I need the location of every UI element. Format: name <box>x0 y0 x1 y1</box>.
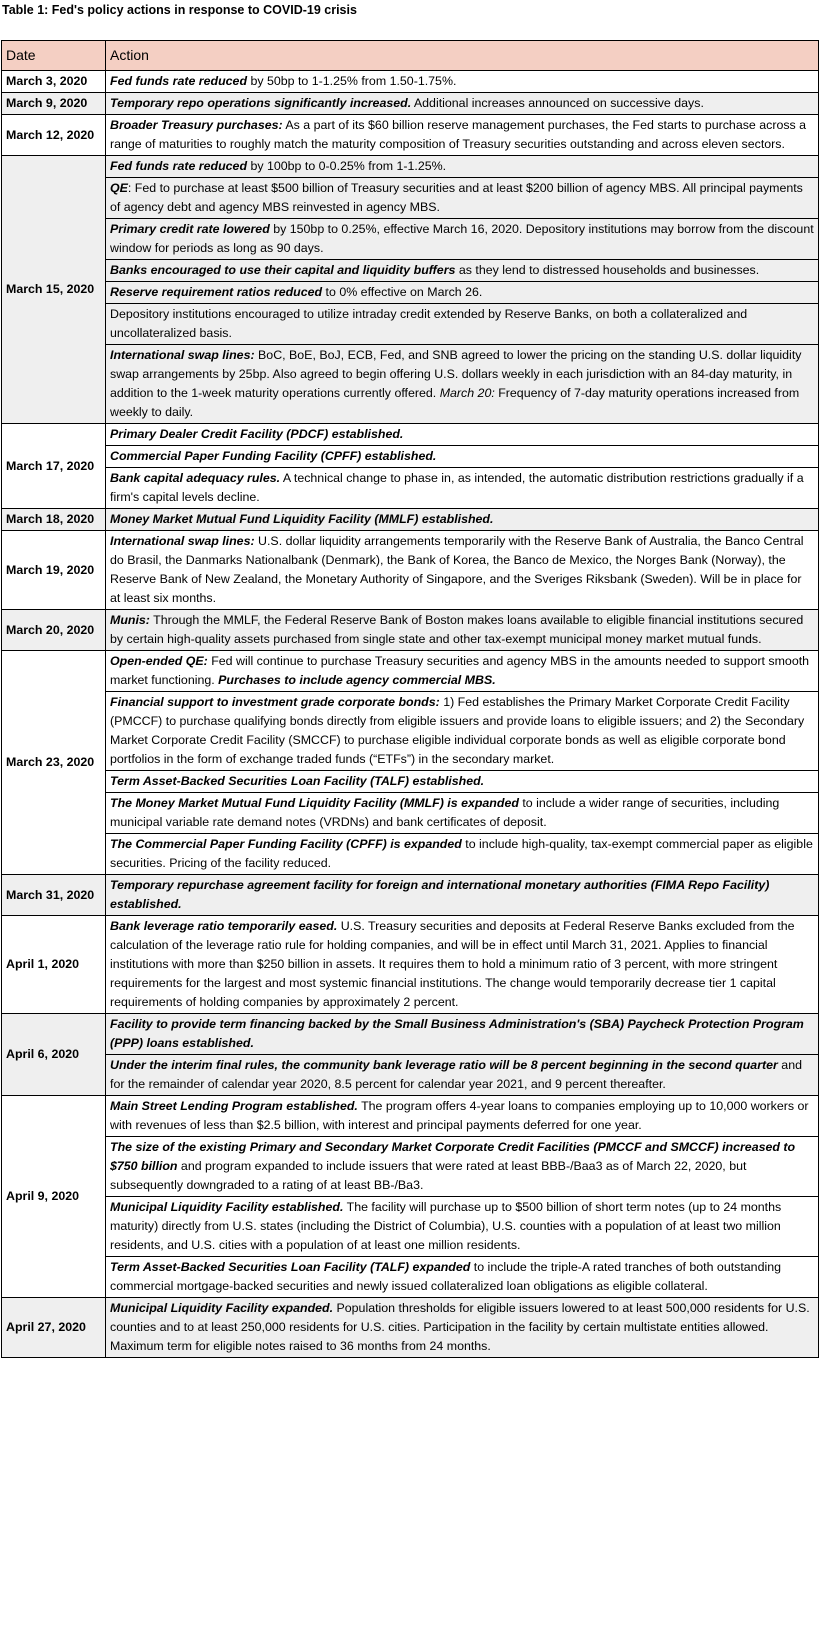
action-body-text: BoC, BoE, BoJ, ECB, Fed, and SNB agreed to lower the pricing on the standing U.S. dollar liquidity swap arrangements by 25bp. Also agreed to begin offering U.S. dollars weekly in each jurisdiction with an 84-day maturity, in addition to the 1-week maturity operations currently offered. <box>110 348 802 400</box>
action-body-text: Frequency of 7-day maturity operations increased from weekly to daily. <box>110 386 800 419</box>
date-cell: March 31, 2020 <box>2 875 106 916</box>
action-cell <box>106 345 819 424</box>
action-body-text: to 0% effective on March 26. <box>322 285 483 299</box>
table-row <box>2 916 819 1014</box>
action-cell <box>106 1096 819 1137</box>
date-column-header: Date <box>2 41 106 71</box>
table-row <box>2 610 819 651</box>
table-header-row <box>2 41 819 71</box>
table-row <box>2 1055 819 1096</box>
action-cell <box>106 304 819 345</box>
date-cell: March 18, 2020 <box>2 509 106 531</box>
action-cell <box>106 156 819 178</box>
action-body-text: The program offers 4-year loans to companies employing up to 10,000 workers or with revenues of less than $2.5 billion, with interest and principal payments deferred for one year. <box>110 1099 809 1132</box>
action-heading-text: QE <box>110 181 128 195</box>
action-body-text: by 50bp to 1-1.25% from 1.50-1.75%. <box>247 74 457 88</box>
action-heading-text: Commercial Paper Funding Facility (CPFF) established. <box>110 449 437 463</box>
date-cell: April 9, 2020 <box>2 1096 106 1298</box>
action-heading-text: Fed funds rate reduced <box>110 74 248 88</box>
action-cell <box>106 1257 819 1298</box>
table-row <box>2 282 819 304</box>
action-body-text: to include a wider range of securities, including municipal variable rate demand notes (VRDNs) and bank certificates of deposit. <box>110 796 780 829</box>
date-cell: March 19, 2020 <box>2 531 106 610</box>
table-row <box>2 834 819 875</box>
action-heading-text: Financial support to investment grade corporate bonds: <box>110 695 440 709</box>
action-cell <box>106 178 819 219</box>
action-heading-text: Term Asset-Backed Securities Loan Facility (TALF) expanded <box>110 1260 471 1274</box>
date-cell: March 3, 2020 <box>2 71 106 93</box>
table-row <box>2 692 819 771</box>
table-row <box>2 71 819 93</box>
action-heading-text: Municipal Liquidity Facility expanded. <box>110 1301 334 1315</box>
action-body-text: Depository institutions encouraged to utilize intraday credit extended by Reserve Banks, on both a collateralized and uncollateralized basis. <box>110 307 748 340</box>
date-cell: March 20, 2020 <box>2 610 106 651</box>
action-heading-text: Temporary repo operations significantly increased. <box>110 96 412 110</box>
action-heading-text: Bank capital adequacy rules. <box>110 471 281 485</box>
action-cell <box>106 875 819 916</box>
action-cell <box>106 282 819 304</box>
table-row <box>2 509 819 531</box>
action-heading-text: The Money Market Mutual Fund Liquidity Facility (MMLF) is expanded <box>110 796 519 810</box>
action-cell <box>106 692 819 771</box>
table-row <box>2 260 819 282</box>
action-heading-text: Purchases to include agency commercial MBS. <box>218 673 496 687</box>
action-heading-text: Broader Treasury purchases: <box>110 118 283 132</box>
action-body-text: 1) Fed establishes the Primary Market Corporate Credit Facility (PMCCF) to purchase qualifying bonds directly from eligible issuers and provide loans to eligible issuers; and 2) the Secondary Market Corporate Credit Facility (SMCCF) to purchase eligible individual corporate bonds as well as eligible corporate bond portfolios in the form of exchange traded funds (“ETFs”) in the secondary market. <box>110 695 805 766</box>
date-cell: March 15, 2020 <box>2 156 106 424</box>
action-body-text: : Fed to purchase at least $500 billion of Treasury securities and at least $200 billion of agency MBS. All principal payments of agency debt and agency MBS reinvested in agency MBS. <box>110 181 803 214</box>
action-heading-text: International swap lines: <box>110 348 255 362</box>
action-cell <box>106 771 819 793</box>
table-row <box>2 345 819 424</box>
action-cell <box>106 793 819 834</box>
action-body-text: and program expanded to include issuers that were rated at least BBB-/Baa3 as of March 22, 2020, but subsequently downgraded to a rating of at least BB-/Ba3. <box>110 1159 747 1192</box>
action-body-text: As a part of its $60 billion reserve management purchases, the Fed starts to purchase across a range of maturities to roughly match the maturity composition of Treasury securities outstanding and across eleven sectors. <box>110 118 807 151</box>
table-row <box>2 468 819 509</box>
action-cell <box>106 71 819 93</box>
action-heading-text: Primary Dealer Credit Facility (PDCF) established. <box>110 427 404 441</box>
action-heading-text: Open-ended QE: <box>110 654 208 668</box>
action-heading-text: Under the interim final rules, the community bank leverage ratio will be 8 percent beginning in the second quarter <box>110 1058 778 1072</box>
action-heading-text: Main Street Lending Program established. <box>110 1099 358 1113</box>
table-row <box>2 178 819 219</box>
action-cell <box>106 93 819 115</box>
table-row <box>2 93 819 115</box>
action-column-header: Action <box>106 41 819 71</box>
action-cell <box>106 1298 819 1358</box>
action-cell <box>106 834 819 875</box>
table-row <box>2 156 819 178</box>
table-row <box>2 1257 819 1298</box>
table-row <box>2 304 819 345</box>
table-row <box>2 793 819 834</box>
policy-actions-table <box>1 40 819 1358</box>
table-row <box>2 531 819 610</box>
action-cell <box>106 424 819 446</box>
date-cell: March 12, 2020 <box>2 115 106 156</box>
action-heading-text: Reserve requirement ratios reduced <box>110 285 323 299</box>
table-row <box>2 1096 819 1137</box>
action-heading-text: Term Asset-Backed Securities Loan Facility (TALF) established. <box>110 774 485 788</box>
action-cell <box>106 1014 819 1055</box>
action-body-text: to include the triple-A rated tranches of both outstanding commercial mortgage-backed securities and newly issued collateralized loan obligations as eligible collateral. <box>110 1260 781 1293</box>
action-cell <box>106 260 819 282</box>
date-cell: March 9, 2020 <box>2 93 106 115</box>
action-heading-text: Temporary repurchase agreement facility for foreign and international monetary authorities (FIMA Repo Facility) established. <box>110 878 770 911</box>
action-cell <box>106 531 819 610</box>
action-cell <box>106 509 819 531</box>
action-body-text: A technical change to phase in, as intended, the automatic distribution restrictions gradually if a firm's capital levels decline. <box>110 471 804 504</box>
action-cell <box>106 219 819 260</box>
table-row <box>2 651 819 692</box>
table-row <box>2 219 819 260</box>
action-cell <box>106 1055 819 1096</box>
action-body-text: Population thresholds for eligible issuers lowered to at least 500,000 residents for U.S. counties and to at least 250,000 residents for U.S. cities. Participation in the facility by certain multistate entities allowed. Maximum term for eligible notes raised to 36 months from 24 months. <box>110 1301 810 1353</box>
table-row <box>2 424 819 446</box>
action-body-text: by 150bp to 0.25%, effective March 16, 2020. Depository institutions may borrow from the discount window for periods as long as 90 days. <box>110 222 814 255</box>
action-heading-text: Banks encouraged to use their capital and liquidity buffers <box>110 263 456 277</box>
action-body-text: by 100bp to 0-0.25% from 1-1.25%. <box>247 159 447 173</box>
table-body <box>2 71 819 1358</box>
action-body-text: as they lend to distressed households and businesses. <box>455 263 760 277</box>
table-row <box>2 1298 819 1358</box>
table-row <box>2 1137 819 1197</box>
action-body-text: to include high-quality, tax-exempt commercial paper as eligible securities. Pricing of the facility reduced. <box>110 837 813 870</box>
action-cell <box>106 1197 819 1257</box>
table-row <box>2 446 819 468</box>
action-heading-text: Municipal Liquidity Facility established. <box>110 1200 344 1214</box>
action-body-text: Through the MMLF, the Federal Reserve Bank of Boston makes loans available to eligible financial institutions secured by certain high-quality assets purchased from single state and other tax-exempt municipal money market mutual funds. <box>110 613 804 646</box>
action-heading-text: Fed funds rate reduced <box>110 159 248 173</box>
action-cell <box>106 916 819 1014</box>
table-row <box>2 771 819 793</box>
table-row <box>2 115 819 156</box>
action-body-text: March 20: <box>439 386 495 400</box>
table-row <box>2 1014 819 1055</box>
action-cell <box>106 1137 819 1197</box>
action-heading-text: Primary credit rate lowered <box>110 222 270 236</box>
action-heading-text: Munis: <box>110 613 150 627</box>
action-body-text: Fed will continue to purchase Treasury securities and agency MBS in the amounts needed to support smooth market functioning. <box>110 654 810 687</box>
action-heading-text: Bank leverage ratio temporarily eased. <box>110 919 338 933</box>
table-row <box>2 875 819 916</box>
action-body-text: U.S. Treasury securities and deposits at Federal Reserve Banks excluded from the calculation of the leverage ratio rule for holding companies, and will be in effect until March 31, 2021. Applies to financial institutions with more than $250 billion in assets. It requires them to hold a minimum ratio of 3 percent, with more stringent requirements for the largest and most systemic financial institutions. The change would temporarily decrease tier 1 capital requirements of holding companies by approximately 2 percent. <box>110 919 795 1009</box>
date-cell: March 23, 2020 <box>2 651 106 875</box>
action-cell <box>106 610 819 651</box>
table-caption: Table 1: Fed's policy actions in response to COVID-19 crisis <box>2 3 357 17</box>
action-cell <box>106 446 819 468</box>
action-heading-text: Money Market Mutual Fund Liquidity Facility (MMLF) established. <box>110 512 494 526</box>
action-heading-text: The size of the existing Primary and Secondary Market Corporate Credit Facilities (PMCCF and SMCCF) increased to $750 billion <box>110 1140 796 1173</box>
action-cell <box>106 115 819 156</box>
action-body-text: and for the remainder of calendar year 2020, 8.5 percent for calendar year 2021, and 9 percent thereafter. <box>110 1058 802 1091</box>
action-body-text: U.S. dollar liquidity arrangements temporarily with the Reserve Bank of Australia, the Banco Central do Brasil, the Danmarks Nationalbank (Denmark), the Bank of Korea, the Banco de Mexico, the Norges Bank (Norway), the Reserve Bank of New Zealand, the Monetary Authority of Singapore, and the Sveriges Riksbank (Sweden). Will be in place for at least six months. <box>110 534 804 605</box>
date-cell: March 17, 2020 <box>2 424 106 509</box>
action-cell <box>106 651 819 692</box>
table-row <box>2 1197 819 1257</box>
action-cell <box>106 468 819 509</box>
date-cell: April 1, 2020 <box>2 916 106 1014</box>
action-heading-text: International swap lines: <box>110 534 255 548</box>
date-cell: April 27, 2020 <box>2 1298 106 1358</box>
date-cell: April 6, 2020 <box>2 1014 106 1096</box>
action-heading-text: Facility to provide term financing backed by the Small Business Administration's (SBA) Paycheck Protection Program (PPP) loans established. <box>110 1017 804 1050</box>
action-body-text: The facility will purchase up to $500 billion of short term notes (up to 24 months maturity) directly from U.S. states (including the District of Columbia), U.S. counties with a population of at least two million residents, and U.S. cities with a population of at least one million residents. <box>110 1200 782 1252</box>
action-body-text: Additional increases announced on successive days. <box>411 96 704 110</box>
action-heading-text: The Commercial Paper Funding Facility (CPFF) is expanded <box>110 837 462 851</box>
